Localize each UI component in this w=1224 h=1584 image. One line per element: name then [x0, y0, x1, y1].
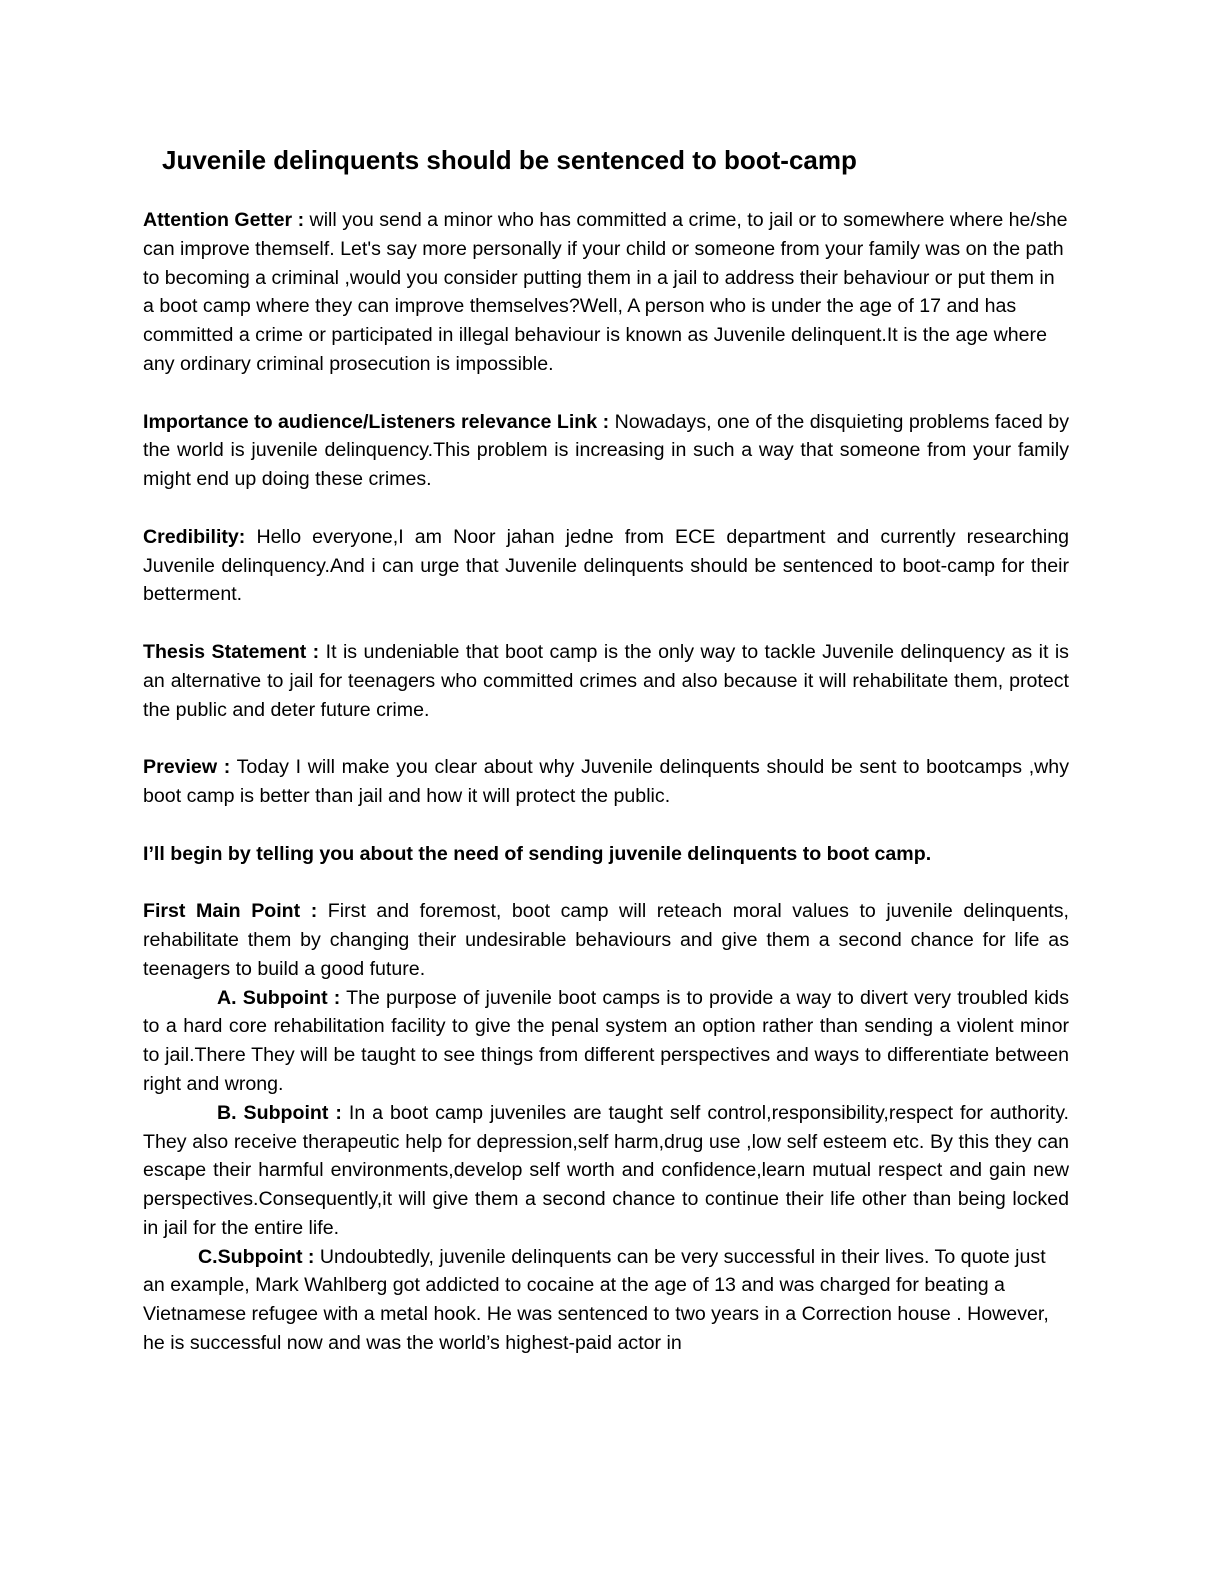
preview-label: Preview :: [143, 756, 231, 779]
subpoint-a-label: A. Subpoint :: [217, 986, 341, 1009]
subpoint-c-paragraph: [143, 1243, 1069, 1358]
importance-label: Importance to audience/Listeners relevance Link :: [143, 410, 610, 433]
first-main-point-text: First and foremost, boot camp will reteach moral values to juvenile delinquents, rehabilitate them by changing their undesirable behaviours and give them a second chance for life as teenagers to build a good future.: [143, 900, 1069, 980]
first-main-point-paragraph: [143, 897, 1069, 983]
importance-paragraph: [143, 408, 1069, 494]
credibility-text: Hello everyone,I am Noor jahan jedne from ECE department and currently researching Juvenile delinquency.And i can urge that Juvenile delinquents should be sentenced to boot-camp for their betterment.: [143, 525, 1069, 606]
subpoint-b-label: B. Subpoint :: [217, 1101, 342, 1124]
attention-getter-paragraph: [143, 206, 1069, 379]
importance-text: Nowadays, one of the disquieting problems faced by the world is juvenile delinquency.This problem is increasing in such a way that someone from your family might end up doing these crimes.: [143, 410, 1069, 491]
credibility-paragraph: [143, 523, 1069, 609]
subpoint-a-text: The purpose of juvenile boot camps is to provide a way to divert very troubled kids to a hard core rehabilitation facility to give the penal system an option rather than sending a violent minor to jail.There They will be taught to see things from different perspectives and ways to differentiate between right and wrong.: [143, 986, 1069, 1095]
preview-text: Today I will make you clear about why Juvenile delinquents should be sent to bootcamps ,why boot camp is better than jail and how it will protect the public.: [143, 756, 1069, 807]
preview-paragraph: [143, 753, 1069, 811]
first-main-point-label: First Main Point :: [143, 900, 318, 923]
credibility-label: Credibility:: [143, 525, 246, 548]
subpoint-b-text: In a boot camp juveniles are taught self control,responsibility,respect for authority. They also receive therapeutic help for depression,self harm,drug use ,low self esteem etc. By this they can escape their harmful environments,develop self worth and confidence,learn mutual respect and gain new perspectives.Consequently,it will give them a second chance to continue their life other than being locked in jail for the entire life.: [143, 1101, 1069, 1239]
document-title: Juvenile delinquents should be sentenced to boot-camp: [162, 145, 857, 175]
subpoint-c-label: C.Subpoint :: [198, 1245, 315, 1268]
document-body: [143, 206, 1069, 1358]
attention-getter-label: Attention Getter :: [143, 209, 305, 231]
thesis-label: Thesis Statement :: [143, 640, 320, 663]
subpoint-b-paragraph: [143, 1099, 1069, 1243]
transition-sentence: I’ll begin by telling you about the need of sending juvenile delinquents to boot camp.: [143, 842, 932, 865]
thesis-paragraph: [143, 638, 1069, 724]
attention-getter-text: will you send a minor who has committed a crime, to jail or to somewhere where he/she can improve themself. Let's say more personally if your child or someone from your family was on the path to becoming a criminal ,would you consider putting them in a jail to address their behaviour or put them in a boot camp where they can improve themselves?Well, A person who is under the age of 17 and has committed a crime or participated in illegal behaviour is known as Juvenile delinquent.It is the age where any ordinary criminal prosecution is impossible.: [143, 209, 1068, 375]
thesis-text: It is undeniable that boot camp is the only way to tackle Juvenile delinquency as it is an alternative to jail for teenagers who committed crimes and also because it will rehabilitate them, protect the public and deter future crime.: [143, 640, 1069, 721]
subpoint-c-text: Undoubtedly, juvenile delinquents can be very successful in their lives. To quote just an example, Mark Wahlberg got addicted to cocaine at the age of 13 and was charged for beating a Vietnamese refugee with a metal hook. He was sentenced to two years in a Correction house . However, he is successful now and was the world’s highest-paid actor in: [143, 1245, 1049, 1355]
subpoint-a-paragraph: [143, 984, 1069, 1099]
